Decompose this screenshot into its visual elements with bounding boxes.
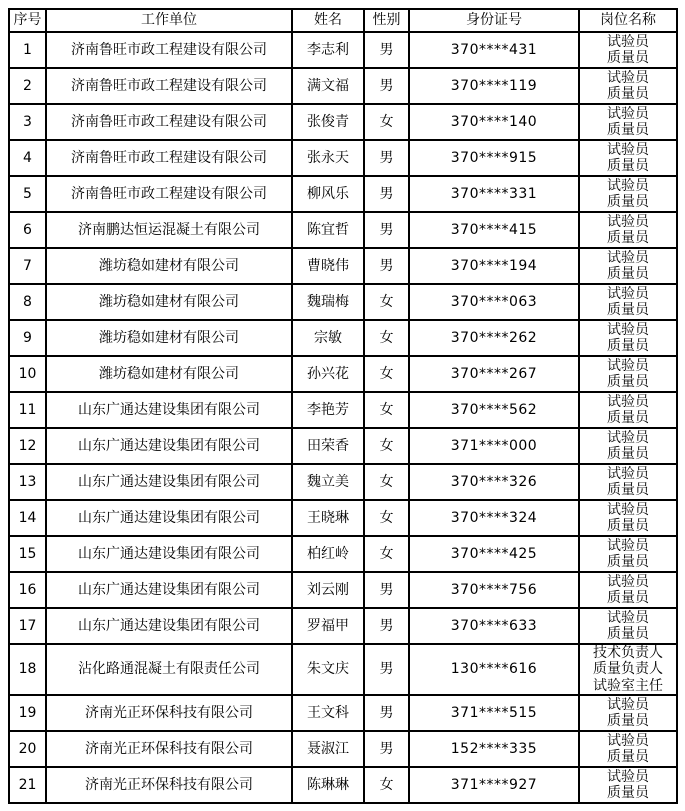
cell-gender: 女 [364,320,409,356]
table-header [9,9,677,32]
cell-id: 370****415 [409,212,579,248]
cell-name: 孙兴花 [292,356,364,392]
cell-company: 济南鲁旺市政工程建设有限公司 [46,104,292,140]
position-line: 质量员 [607,230,649,246]
cell-id: 371****515 [409,695,579,731]
cell-position [579,176,677,212]
position-line: 质量员 [607,590,649,606]
cell-index: 17 [9,608,46,644]
position-line: 试验员 [607,732,649,749]
table-row [9,731,677,767]
position-line: 试验员 [607,69,649,86]
cell-position [579,356,677,392]
position-line: 试验员 [607,357,649,374]
cell-id: 370****915 [409,140,579,176]
cell-position [579,320,677,356]
cell-company: 潍坊稳如建材有限公司 [46,248,292,284]
cell-position [579,464,677,500]
cell-name: 张永天 [292,140,364,176]
cell-id: 370****331 [409,176,579,212]
cell-index: 21 [9,767,46,803]
cell-name: 柳风乐 [292,176,364,212]
cell-id: 370****562 [409,392,579,428]
cell-index: 2 [9,68,46,104]
cell-gender: 女 [364,284,409,320]
cell-id: 370****431 [409,32,579,68]
cell-company: 山东广通达建设集团有限公司 [46,392,292,428]
cell-index: 9 [9,320,46,356]
header-index: 序号 [9,9,46,32]
table-row [9,284,677,320]
position-line: 试验员 [607,141,649,158]
cell-id: 370****194 [409,248,579,284]
position-line: 试验员 [607,213,649,230]
position-line: 质量员 [607,302,649,318]
position-line: 质量员 [607,266,649,282]
cell-company: 潍坊稳如建材有限公司 [46,284,292,320]
cell-index: 10 [9,356,46,392]
cell-name: 魏瑞梅 [292,284,364,320]
cell-name: 陈宜哲 [292,212,364,248]
position-line: 技术负责人 [593,645,663,662]
cell-company: 山东广通达建设集团有限公司 [46,428,292,464]
position-line: 质量员 [607,749,649,765]
cell-id: 370****140 [409,104,579,140]
cell-id: 370****324 [409,500,579,536]
cell-name: 曹晓伟 [292,248,364,284]
position-line: 质量员 [607,338,649,354]
table-row [9,320,677,356]
cell-position [579,608,677,644]
cell-gender: 女 [364,356,409,392]
table-row [9,572,677,608]
header-gender: 性别 [364,9,409,32]
cell-index: 5 [9,176,46,212]
cell-company: 济南鲁旺市政工程建设有限公司 [46,140,292,176]
position-line: 试验员 [607,393,649,410]
cell-index: 8 [9,284,46,320]
position-line: 试验员 [607,696,649,713]
position-line: 质量员 [607,122,649,138]
cell-company: 济南鲁旺市政工程建设有限公司 [46,32,292,68]
cell-name: 满文福 [292,68,364,104]
cell-position [579,572,677,608]
cell-position [579,140,677,176]
cell-name: 田荣香 [292,428,364,464]
cell-index: 14 [9,500,46,536]
table-row [9,695,677,731]
cell-name: 朱文庆 [292,644,364,695]
table-row [9,68,677,104]
cell-index: 11 [9,392,46,428]
table-row [9,608,677,644]
cell-position [579,536,677,572]
table-row [9,248,677,284]
cell-gender: 男 [364,212,409,248]
cell-index: 4 [9,140,46,176]
header-company: 工作单位 [46,9,292,32]
table-body [9,32,677,803]
table-row [9,140,677,176]
cell-company: 山东广通达建设集团有限公司 [46,464,292,500]
cell-index: 15 [9,536,46,572]
cell-company: 济南光正环保科技有限公司 [46,731,292,767]
cell-id: 370****119 [409,68,579,104]
cell-id: 370****063 [409,284,579,320]
position-line: 试验室主任 [593,677,663,694]
cell-position [579,32,677,68]
cell-id: 130****616 [409,644,579,695]
cell-index: 19 [9,695,46,731]
cell-name: 聂淑江 [292,731,364,767]
cell-index: 20 [9,731,46,767]
cell-id: 370****425 [409,536,579,572]
cell-index: 18 [9,644,46,695]
table-row [9,644,677,695]
cell-name: 罗福甲 [292,608,364,644]
table-row [9,104,677,140]
cell-name: 陈琳琳 [292,767,364,803]
position-line: 试验员 [607,285,649,302]
position-line: 质量员 [607,626,649,642]
cell-gender: 男 [364,32,409,68]
cell-id: 370****633 [409,608,579,644]
position-line: 质量员 [607,410,649,426]
cell-id: 370****326 [409,464,579,500]
position-line: 试验员 [607,537,649,554]
cell-name: 张俊青 [292,104,364,140]
cell-index: 3 [9,104,46,140]
cell-gender: 男 [364,644,409,695]
position-line: 试验员 [607,177,649,194]
cell-gender: 女 [364,464,409,500]
cell-company: 山东广通达建设集团有限公司 [46,500,292,536]
cell-gender: 男 [364,572,409,608]
position-line: 试验员 [607,768,649,785]
cell-company: 济南光正环保科技有限公司 [46,767,292,803]
cell-position [579,104,677,140]
cell-name: 宗敏 [292,320,364,356]
header-id: 身份证号 [409,9,579,32]
position-line: 质量员 [607,713,649,729]
cell-id: 370****756 [409,572,579,608]
cell-company: 山东广通达建设集团有限公司 [46,536,292,572]
cell-name: 王晓琳 [292,500,364,536]
cell-gender: 男 [364,248,409,284]
cell-index: 16 [9,572,46,608]
cell-gender: 男 [364,731,409,767]
cell-gender: 女 [364,536,409,572]
cell-name: 魏立美 [292,464,364,500]
table-row [9,32,677,68]
cell-position [579,212,677,248]
table-row [9,356,677,392]
table-row [9,767,677,803]
cell-id: 370****267 [409,356,579,392]
position-line: 质量员 [607,50,649,66]
cell-gender: 女 [364,392,409,428]
table-row [9,428,677,464]
cell-name: 柏红岭 [292,536,364,572]
cell-name: 刘云刚 [292,572,364,608]
cell-position [579,644,677,695]
position-line: 质量员 [607,518,649,534]
cell-company: 济南鲁旺市政工程建设有限公司 [46,68,292,104]
cell-company: 沾化路通混凝土有限责任公司 [46,644,292,695]
position-line: 试验员 [607,573,649,590]
cell-position [579,500,677,536]
position-line: 试验员 [607,321,649,338]
cell-position [579,68,677,104]
cell-id: 371****927 [409,767,579,803]
cell-index: 1 [9,32,46,68]
cell-name: 王文科 [292,695,364,731]
table-row [9,536,677,572]
cell-company: 济南光正环保科技有限公司 [46,695,292,731]
cell-id: 371****000 [409,428,579,464]
cell-gender: 男 [364,695,409,731]
cell-position [579,767,677,803]
cell-company: 潍坊稳如建材有限公司 [46,320,292,356]
cell-gender: 男 [364,140,409,176]
table-row [9,392,677,428]
cell-id: 370****262 [409,320,579,356]
cell-position [579,428,677,464]
position-line: 质量员 [607,374,649,390]
cell-index: 6 [9,212,46,248]
position-line: 质量员 [607,554,649,570]
position-line: 质量负责人 [593,661,663,678]
cell-index: 7 [9,248,46,284]
cell-position [579,284,677,320]
cell-gender: 女 [364,104,409,140]
table-row [9,176,677,212]
position-line: 质量员 [607,158,649,174]
cell-gender: 男 [364,608,409,644]
cell-name: 李志利 [292,32,364,68]
position-line: 试验员 [607,501,649,518]
cell-gender: 男 [364,176,409,212]
cell-index: 12 [9,428,46,464]
position-line: 试验员 [607,465,649,482]
cell-position [579,731,677,767]
cell-gender: 女 [364,767,409,803]
table-row [9,464,677,500]
header-row [9,9,677,32]
personnel-table [8,8,678,804]
cell-position [579,392,677,428]
cell-company: 潍坊稳如建材有限公司 [46,356,292,392]
position-line: 质量员 [607,785,649,801]
cell-position [579,248,677,284]
position-line: 试验员 [607,249,649,266]
cell-company: 山东广通达建设集团有限公司 [46,572,292,608]
cell-name: 李艳芳 [292,392,364,428]
header-name: 姓名 [292,9,364,32]
position-line: 试验员 [607,609,649,626]
table-row [9,500,677,536]
position-line: 试验员 [607,429,649,446]
header-position: 岗位名称 [579,9,677,32]
position-line: 质量员 [607,446,649,462]
cell-company: 济南鹏达恒运混凝土有限公司 [46,212,292,248]
position-line: 质量员 [607,194,649,210]
cell-index: 13 [9,464,46,500]
cell-company: 山东广通达建设集团有限公司 [46,608,292,644]
cell-company: 济南鲁旺市政工程建设有限公司 [46,176,292,212]
position-line: 质量员 [607,86,649,102]
cell-id: 152****335 [409,731,579,767]
table-row [9,212,677,248]
cell-gender: 女 [364,500,409,536]
position-line: 试验员 [607,105,649,122]
cell-position [579,695,677,731]
position-line: 试验员 [607,33,649,50]
position-line: 质量员 [607,482,649,498]
cell-gender: 女 [364,428,409,464]
cell-gender: 男 [364,68,409,104]
